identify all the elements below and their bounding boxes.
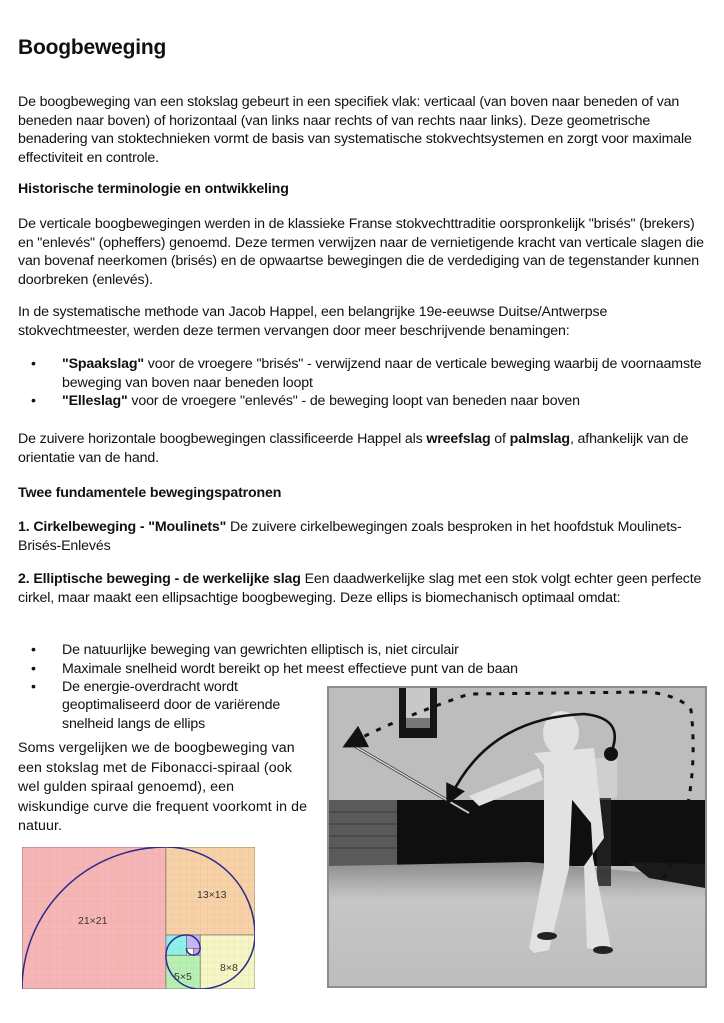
list-item-text: De energie-overdracht wordt geoptimaliseerd door de variërende snelheid langs de ellips <box>62 679 281 732</box>
pattern-text-1: De zuivere cirkelbewegingen zoals besproken in het hoofdstuk Moulinets-Brisés-Enlevés <box>18 519 682 554</box>
bullet-icon: • <box>31 679 36 696</box>
history-paragraph-2: In de systematische methode van Jacob Happel, een belangrijke 19e-eeuwse Duitse/Antwerpse stokvechtmeester, werden deze termen vervangen door meer beschrijvende benamingen: <box>18 304 608 339</box>
intro-paragraph: De boogbeweging van een stokslag gebeurt in een specifiek vlak: verticaal (van boven naar beneden of van beneden naar boven) of horizontaal (van links naar rechts of van rechts naar links). Deze geometrische benadering van stoktechnieken vormt de basis van systematische stokvechtsystemen en zorgt voor maximale effectiviteit en controle. <box>18 94 692 166</box>
bullet-icon: • <box>31 642 36 658</box>
section-heading-history: Historische terminologie en ontwikkeling <box>18 181 289 197</box>
term-palmslag: palmslag <box>509 431 570 447</box>
horizontal-paragraph <box>18 430 708 467</box>
list-item-elleslag <box>18 392 708 411</box>
pattern-label-1: 1. Cirkelbeweging - "Moulinets" <box>18 519 227 535</box>
list-item <box>18 660 708 679</box>
pivot-marker <box>604 747 618 761</box>
text-run: De zuivere horizontale boogbewegingen classificeerde Happel als <box>18 431 427 447</box>
list-item <box>18 641 708 660</box>
text-run: , afhankelijk van de orientatie van de hand. <box>18 431 689 466</box>
foot-shadow <box>593 946 613 954</box>
label-13x13: 13×13 <box>197 889 227 901</box>
list-item <box>18 678 312 733</box>
floor <box>329 862 705 986</box>
terminology-list <box>18 355 708 411</box>
list-item-text: De natuurlijke beweging van gewrichten elliptisch is, niet circulair <box>62 642 459 658</box>
pattern-text-2: Een daadwerkelijke slag met een stok volgt echter geen perfecte cirkel, maar maakt een ellipsachtige boogbeweging. Deze ellips is biomechanisch optimaal omdat: <box>18 571 702 606</box>
bullet-icon: • <box>31 356 36 372</box>
page-title: Boogbeweging <box>18 36 167 59</box>
text-run: of <box>490 431 510 447</box>
fibonacci-paragraph: Soms vergelijken we de boogbeweging van een stokslag met de Fibonacci-spiraal (ook wel gulden spiraal genoemd), een wiskundige curve die frequent voorkomt in de natuur. <box>18 740 308 834</box>
term-wreefslag: wreefslag <box>426 431 491 447</box>
list-item-spaakslag <box>18 355 708 392</box>
list-item-text: Maximale snelheid wordt bereikt op het meest effectieve punt van de baan <box>62 660 518 677</box>
brick-wall <box>329 800 397 866</box>
label-21x21: 21×21 <box>78 915 108 927</box>
pattern-item-1 <box>18 518 708 555</box>
pattern-item-2 <box>18 570 708 607</box>
label-5x5: 5×5 <box>174 971 192 983</box>
list-item-text: voor de vroegere "brisés" - verwijzend naar de verticale beweging waarbij de voornaamste beweging van boven naar beneden loopt <box>62 356 702 391</box>
photo-illustration <box>329 688 705 986</box>
section-heading-patterns: Twee fundamentele bewegingspatronen <box>18 485 282 501</box>
stick-strike-photo <box>327 686 707 988</box>
history-paragraph-1: De verticale boogbewegingen werden in de klassieke Franse stokvechttraditie oorspronkelijk "brisés" (brekers) en "enlevés" (opheffers) genoemd. Deze termen verwijzen naar de vernietigende kracht van verticale slagen die van bovenaf neerkomen (brisés) en de opwaartse bewegingen die de verdediging van de tegenstander kunnen doorbreken (enlevés). <box>18 216 704 288</box>
pattern-label-2: 2. Elliptische beweging - de werkelijke slag <box>18 571 301 587</box>
term-elleslag: "Elleslag" <box>62 393 128 410</box>
bullet-icon: • <box>31 660 36 677</box>
fibonacci-labels <box>22 847 255 989</box>
label-8x8: 8×8 <box>220 962 238 974</box>
term-spaakslag: "Spaakslag" <box>62 356 144 372</box>
list-item-text: voor de vroegere "enlevés" - de beweging loopt van beneden naar boven <box>127 393 580 410</box>
bullet-icon: • <box>31 393 36 410</box>
foot-shadow <box>537 932 557 940</box>
